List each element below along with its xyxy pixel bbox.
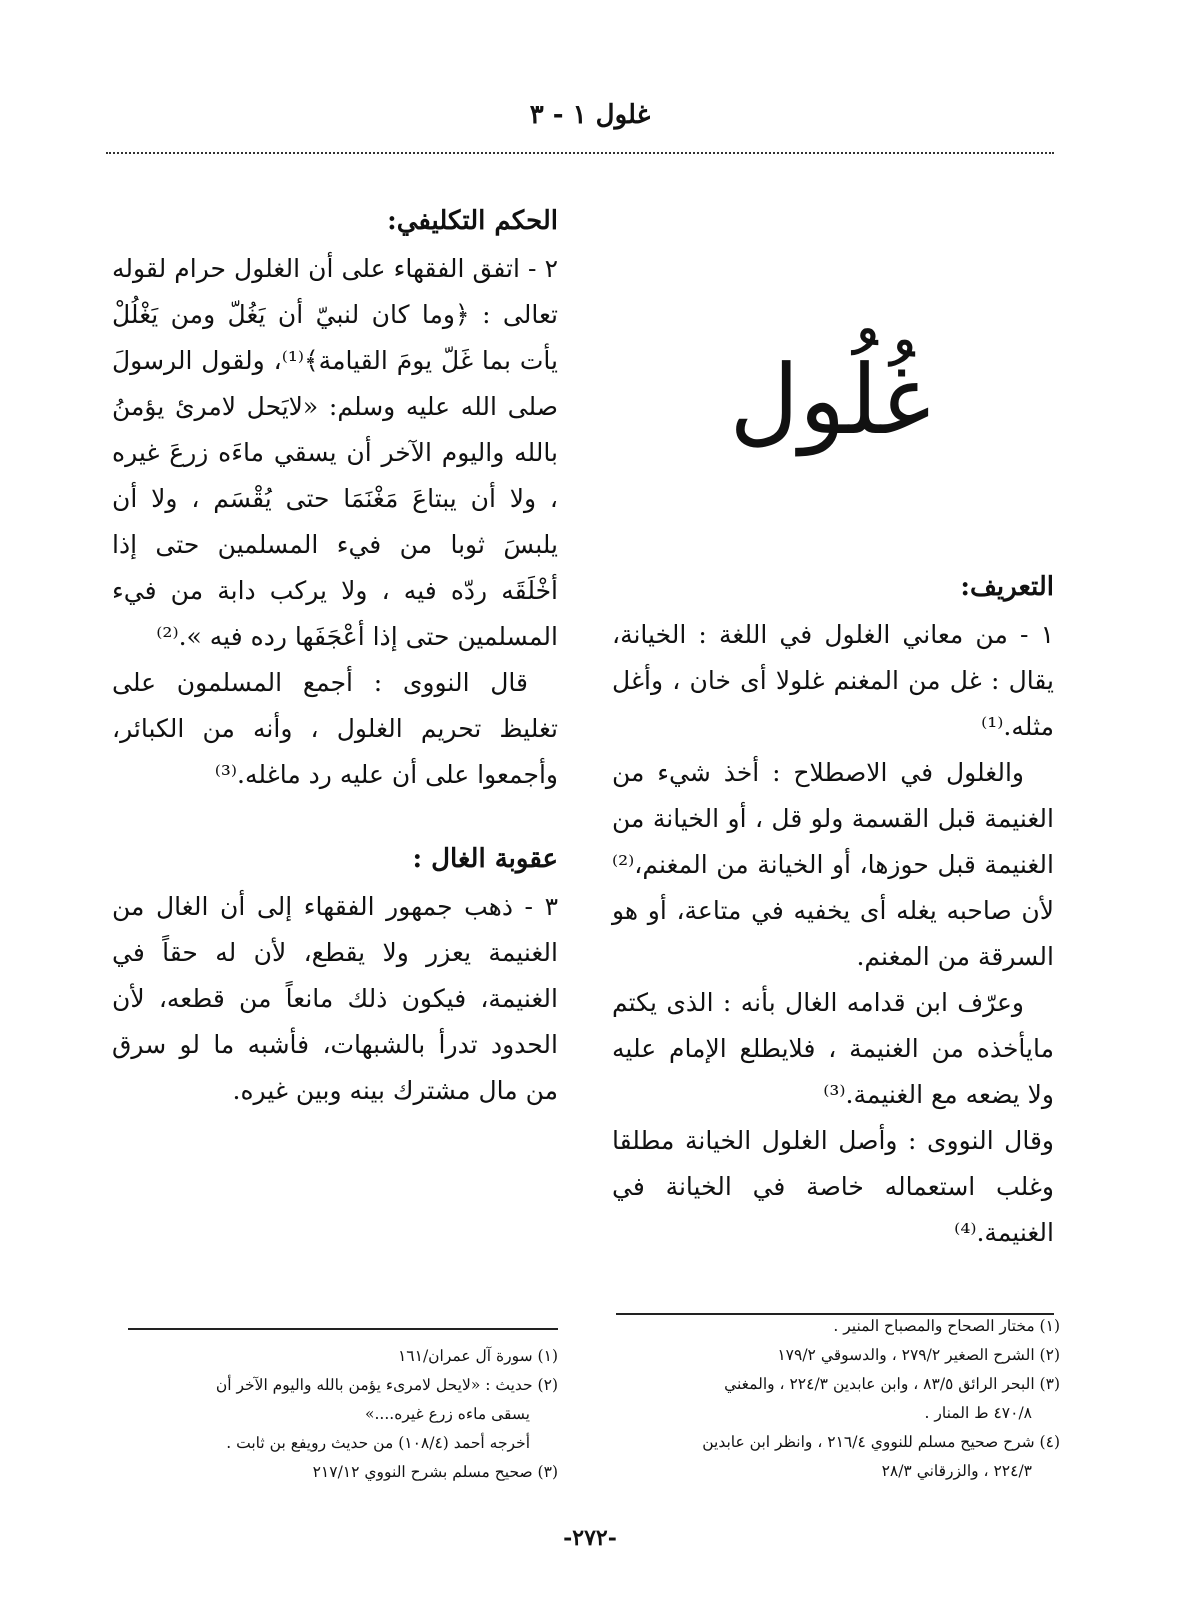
footnote-item: (٤) شرح صحيح مسلم للنووي ٢١٦/٤ ، وانظر ابن عابدين [702, 1433, 1060, 1451]
page-number: -٢٧٢- [563, 1525, 617, 1551]
footnote-item: (٣) البحر الرائق ٨٣/٥ ، وابن عابدين ٢٢٤/٣ ، والمغني [724, 1375, 1060, 1393]
paragraph-nawawi-consensus: قال النووى : أجمع المسلمون على تغليظ تحريم الغلول ، وأنه من الكبائر، وأجمعوا على أن عليه رد ماغله.⁽³⁾ [112, 668, 558, 789]
footnote-item: (١) مختار الصحاح والمصباح المنير . [833, 1317, 1060, 1335]
paragraph-nawawi-origin: وقال النووى : وأصل الغلول الخيانة مطلقا وغلب استعماله خاصة في الخيانة في الغنيمة.⁽⁴⁾ [612, 1126, 1054, 1247]
footnotes-right [112, 1342, 558, 1487]
footnote-item: أخرجه أحمد (١٠٨/٤) من حديث رويفع بن ثابت . [226, 1434, 530, 1452]
paragraph-terminology: والغلول في الاصطلاح : أخذ شيء من الغنيمة قبل القسمة ولو قل ، أو الخيانة من الغنيمة قبل حوزها، أو الخيانة من المغنم،⁽²⁾ لأن صاحبه يغله أى يخفيه في متاعة، أو هو السرقة من المغنم. [612, 758, 1054, 971]
footnote-item: (٣) صحيح مسلم بشرح النووي ٢١٧/١٢ [312, 1463, 558, 1481]
footnote-item: (١) سورة آل عمران/١٦١ [397, 1347, 558, 1365]
section-heading-definition: التعريف: [960, 572, 1054, 602]
footnote-item: ٤٧٠/٨ ط المنار . [924, 1404, 1032, 1422]
section-heading-punishment: عقوبة الغال : [412, 844, 558, 874]
footnote-item: ٢٢٤/٣ ، والزرقاني ٢٨/٣ [881, 1462, 1032, 1480]
header-dotted-rule [106, 152, 1054, 154]
left-column [612, 562, 1054, 1256]
section-heading-ruling: الحكم التكليفي: [387, 206, 558, 236]
footnote-item: (٢) الشرح الصغير ٢٧٩/٢ ، والدسوقي ١٧٩/٢ [777, 1346, 1060, 1364]
paragraph-ibn-qudama: وعرّف ابن قدامه الغال بأنه : الذى يكتم مايأخذه من الغنيمة ، فلايطلع الإمام عليه ولا يضعه مع الغنيمة.⁽³⁾ [612, 988, 1054, 1109]
running-header: غلول ١ - ٣ [529, 100, 651, 130]
paragraph-ruling-2: ٢ - اتفق الفقهاء على أن الغلول حرام لقوله تعالى : ﴿وما كان لنبيّ أن يَغُلّ ومن يَغْلُلْ يأت بما غَلّ يومَ القيامة﴾⁽¹⁾، ولقول الرسولَ صلى الله عليه وسلم: «لايَحل لامرئ يؤمنُ بالله واليوم الآخر أن يسقي ماءَه زرعَ غيره ، ولا أن يبتاعَ مَغْنَمَا حتى يُقْسَم ، ولا أن يلبسَ ثوبا من فيء المسلمين حتى إذا أخْلَقَه ردّه فيه ، ولا يركب دابة من فيء المسلمين حتى إذا أعْجَفَها رده فيه ».⁽²⁾ [112, 254, 558, 651]
right-column [112, 196, 558, 1114]
paragraph-definition-1: ١ - من معاني الغلول في اللغة : الخيانة، يقال : غل من المغنم غلولا أى خان ، وأغل مثله.⁽¹⁾ [612, 620, 1054, 741]
footnote-rule-right [128, 1328, 558, 1330]
footnote-item: (٢) حديث : «لايحل لامرىء يؤمن بالله واليوم الآخر أن [215, 1376, 558, 1394]
footnotes-left [612, 1312, 1060, 1486]
paragraph-punishment-3: ٣ - ذهب جمهور الفقهاء إلى أن الغال من الغنيمة يعزر ولا يقطع، لأن له حقاً في الغنيمة، فيكون ذلك مانعاً من قطعه، لأن الحدود تدرأ بالشبهات، فأشبه ما لو سرق من مال مشترك بينه وبين غيره. [112, 892, 558, 1105]
footnote-item: يسقى ماءه زرع غيره....» [365, 1405, 530, 1423]
entry-title: غُلُول [729, 344, 931, 456]
